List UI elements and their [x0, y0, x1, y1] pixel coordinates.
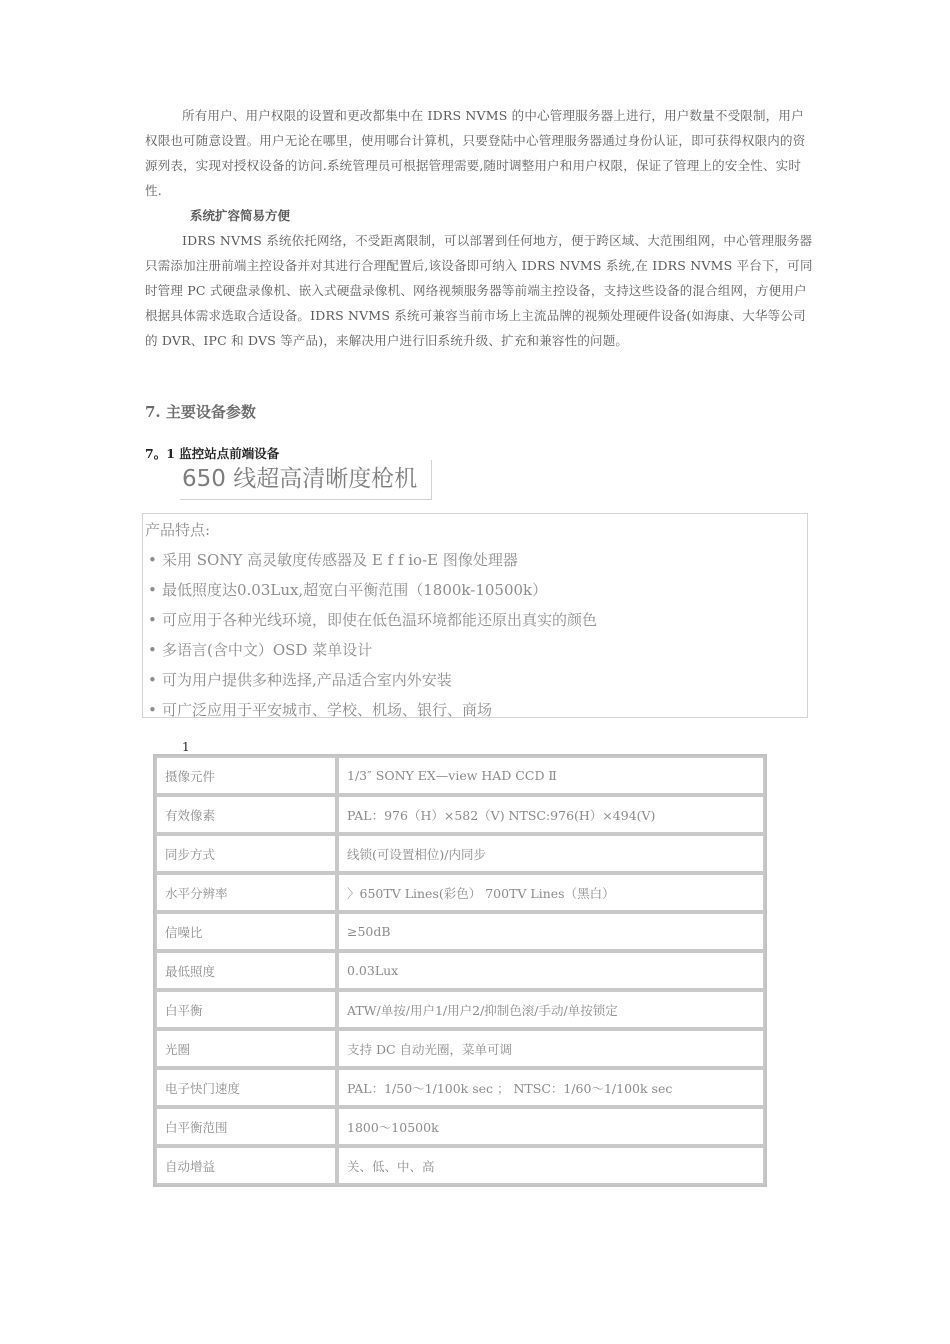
- paragraph-user-permissions: 所有用户、用户权限的设置和更改都集中在 IDRS NVMS 的中心管理服务器上进行，用户数量不受限制，用户权限也可随意设置。用户无论在哪里，使用哪台计算机，只要登陆中心管理服务器通过身份认证，即可获得权限内的资源列表，实现对授权设备的访问.系统管理员可根据管理需要,随时调整用户和用户权限，保证了管理上的安全性、实时性.: [145, 108, 806, 198]
- paragraph-system-expansion: IDRS NVMS 系统依托网络，不受距离限制，可以部署到任何地方，便于跨区域、大范围组网，中心管理服务器只需添加注册前端主控设备并对其进行合理配置后,该设备即可纳入 IDRS NVMS 系统,在 IDRS NVMS 平台下，可同时管理 PC 式硬盘录像机、嵌入式硬盘录像机、网络视频服务器等前端主控设备，支持这些设备的混合组网，方便用户根据具体需求选取合适设备。IDRS NVMS 系统可兼容当前市场上主流品牌的视频处理硬件设备(如海康、大华等公司的 DVR、IPC 和 DVS 等产品)，来解决用户进行旧系统升级、扩充和兼容性的问题。: [145, 233, 813, 348]
- product-title: 650 线超高清晰度枪机: [180, 460, 432, 500]
- feature-item: [148, 699, 492, 720]
- spec-value: PAL：1/50～1/100k sec ； NTSC：1/60～1/100k sec: [337, 1068, 765, 1107]
- table-row: [155, 912, 765, 951]
- spec-key: 信噪比: [155, 912, 337, 951]
- feature-item: [148, 669, 452, 690]
- feature-item: [148, 549, 518, 570]
- spec-value: ATW/单按/用户1/用户2/抑制色滚/手动/单按锁定: [337, 990, 765, 1029]
- feature-text: 可广泛应用于平安城市、学校、机场、银行、商场: [162, 701, 493, 719]
- table-row: [155, 834, 765, 873]
- feature-text: 可应用于各种光线环境，即使在低色温环境都能还原出真实的颜色: [162, 611, 598, 629]
- spec-key: 摄像元件: [155, 756, 337, 795]
- bullet-icon: •: [148, 551, 157, 569]
- subsection-heading: 7。1 监控站点前端设备: [145, 446, 280, 461]
- table-row: [155, 1107, 765, 1146]
- table-row: [155, 990, 765, 1029]
- feature-item: [148, 579, 547, 600]
- features-title: 产品特点:: [145, 521, 211, 539]
- spec-key: 有效像素: [155, 795, 337, 834]
- table-note: 1: [182, 740, 190, 754]
- spec-value: 支持 DC 自动光圈，菜单可调: [337, 1029, 765, 1068]
- spec-value: 线锁(可设置相位)/内同步: [337, 834, 765, 873]
- spec-value: 〉650TV Lines(彩色） 700TV Lines（黑白）: [337, 873, 765, 912]
- feature-item: [148, 639, 372, 660]
- table-row: [155, 1068, 765, 1107]
- subheading-system-expansion: 系统扩容简易方便: [190, 208, 291, 223]
- spec-key: 最低照度: [155, 951, 337, 990]
- spec-value: 1800～10500k: [337, 1107, 765, 1146]
- table-row: [155, 951, 765, 990]
- bullet-icon: •: [148, 671, 157, 689]
- spec-value: 0.03Lux: [337, 951, 765, 990]
- table-row: [155, 873, 765, 912]
- bullet-icon: •: [148, 641, 157, 659]
- spec-table: [153, 754, 767, 1187]
- spec-key: 自动增益: [155, 1146, 337, 1185]
- feature-item: [148, 609, 597, 630]
- spec-key: 电子快门速度: [155, 1068, 337, 1107]
- feature-text: 可为用户提供多种选择,产品适合室内外安装: [162, 671, 452, 689]
- spec-key: 白平衡: [155, 990, 337, 1029]
- table-row: [155, 795, 765, 834]
- spec-value: 1/3″ SONY EX—view HAD CCD Ⅱ: [337, 756, 765, 795]
- spec-value: 关、低、中、高: [337, 1146, 765, 1185]
- spec-key: 水平分辨率: [155, 873, 337, 912]
- bullet-icon: •: [148, 581, 157, 599]
- feature-text: 最低照度达0.03Lux,超宽白平衡范围（1800k-10500k）: [162, 581, 548, 599]
- table-row: [155, 1029, 765, 1068]
- spec-value: PAL：976（H）×582（V) NTSC:976(H）×494(V): [337, 795, 765, 834]
- spec-key: 同步方式: [155, 834, 337, 873]
- spec-key: 光圈: [155, 1029, 337, 1068]
- bullet-icon: •: [148, 701, 157, 719]
- feature-text: 采用 SONY 高灵敏度传感器及 E f f io-E 图像处理器: [162, 551, 518, 569]
- table-row: [155, 1146, 765, 1185]
- spec-value: ≥50dB: [337, 912, 765, 951]
- section-heading: 7. 主要设备参数: [145, 403, 256, 421]
- bullet-icon: •: [148, 611, 157, 629]
- spec-key: 白平衡范围: [155, 1107, 337, 1146]
- features-box: [142, 513, 808, 718]
- table-row: [155, 756, 765, 795]
- feature-text: 多语言(含中文）OSD 菜单设计: [162, 641, 373, 659]
